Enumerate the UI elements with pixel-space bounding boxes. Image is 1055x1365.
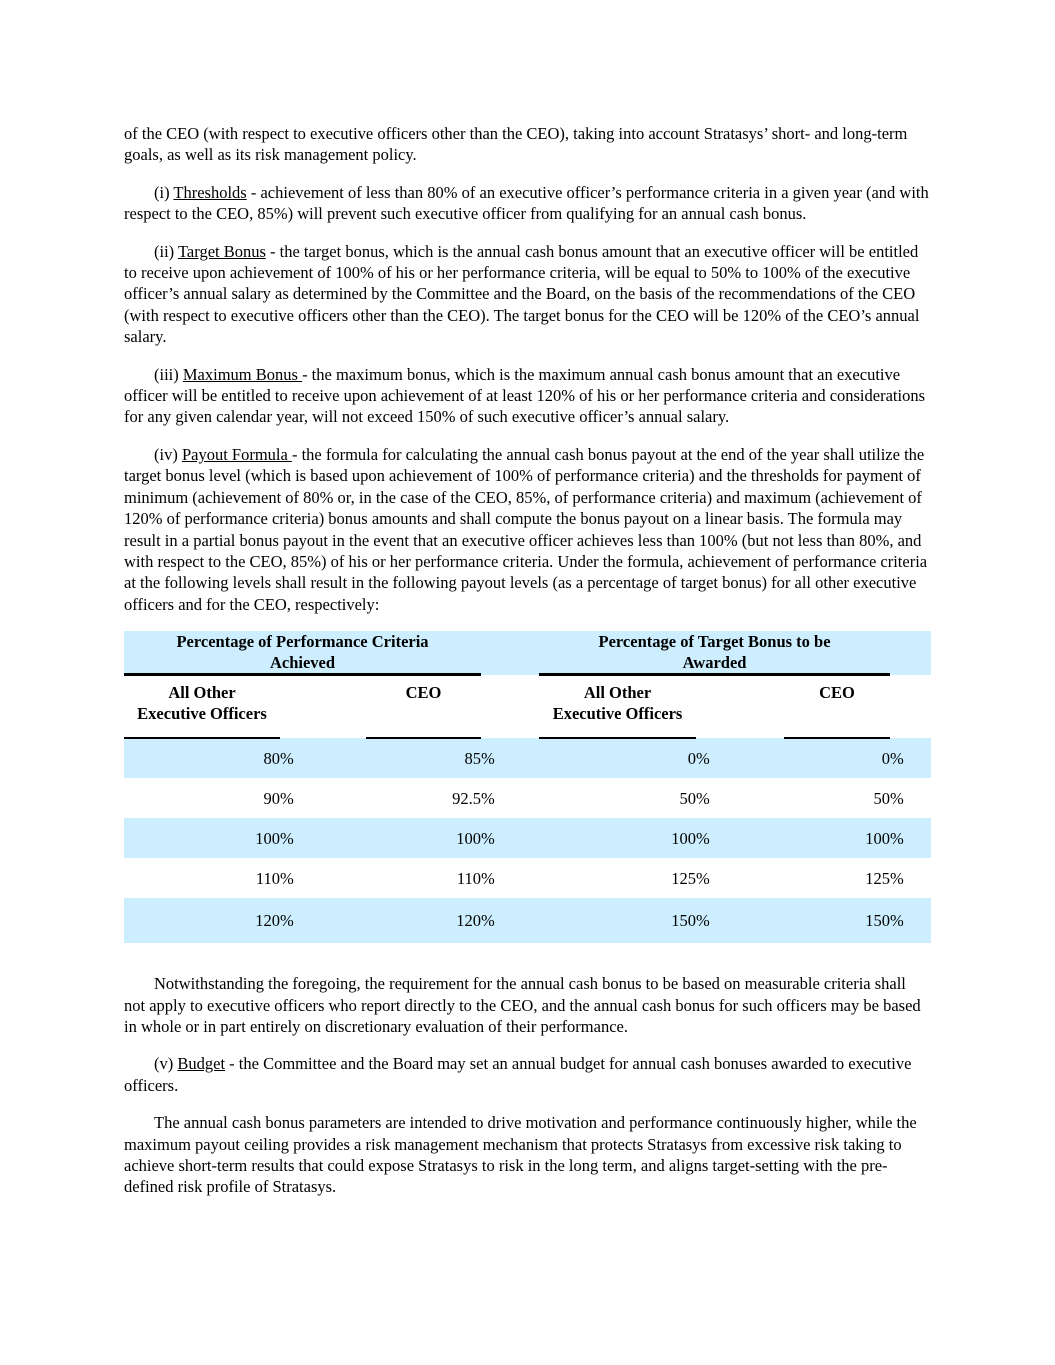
value-cell: 125	[671, 868, 697, 888]
column-header-all-other-1-line2: Executive Officers	[137, 704, 267, 724]
paragraph-notwithstanding	[124, 973, 931, 1037]
group-header-gap	[481, 631, 539, 675]
group-header-performance-criteria	[124, 631, 481, 675]
percent-cell: %	[890, 898, 931, 943]
percent-cell: %	[696, 788, 710, 808]
group-header-performance-line1: Percentage of Performance Criteria	[176, 632, 429, 652]
value-cell: 150	[784, 898, 890, 943]
notwithstanding-text: Notwithstanding the foregoing, the requirement for the annual cash bonus to be based on measurable criteria shall not apply to executive officers who report directly to the CEO, and the annual cash bonus for such officers may be based in whole or in part entirely on discretionary evaluation of their performance.	[124, 974, 921, 1036]
value-cell: 80	[124, 738, 280, 778]
value-cell: 110	[456, 868, 482, 888]
percent-cell: %	[481, 898, 539, 943]
budget-post: - the Committee and the Board may set an annual budget for annual cash bonuses awarded to executive officers.	[124, 1054, 912, 1095]
value-cell: 100	[784, 818, 890, 858]
value-cell: 92.5	[452, 788, 482, 808]
percent-cell: %	[890, 788, 904, 808]
percent-cell: %	[890, 818, 931, 858]
percent-cell: %	[481, 818, 539, 858]
column-header-all-other-2	[539, 675, 696, 739]
budget-pre: (v)	[154, 1054, 178, 1074]
maximum-bonus-term: Maximum Bonus	[182, 364, 303, 384]
percent-cell: %	[696, 818, 784, 858]
column-header-ceo-1	[366, 675, 481, 739]
target-bonus-pre: (ii)	[154, 241, 178, 261]
column-header-spacer	[696, 675, 784, 739]
value-cell: 50	[873, 788, 891, 808]
percent-cell: %	[696, 738, 784, 778]
table-row	[124, 898, 931, 943]
percent-cell: %	[481, 738, 539, 778]
column-header-all-other-1-line1: All Other	[168, 683, 236, 703]
target-bonus-post: - the target bonus, which is the annual cash bonus amount that an executive officer will be entitled to receive upon achievement of 100% of his or her performance criteria, will be equal to 50% to 100% of the executive officer’s annual salary as determined by the Committee and the Board, on the basis of the recommendations of the CEO (with respect to executive officers other than the CEO). The target bonus for the CEO will be 120% of the CEO’s annual salary.	[124, 241, 920, 347]
column-header-ceo-1-label: CEO	[405, 683, 442, 703]
thresholds-pre: (i)	[154, 182, 174, 202]
group-header-gap	[890, 631, 931, 675]
percent-cell: %	[696, 898, 784, 943]
column-header-spacer	[890, 675, 931, 739]
paragraph-intro-text: of the CEO (with respect to executive officers other than the CEO), taking into account Stratasys’ short- and long-term goals, as well as its risk management policy.	[124, 124, 908, 165]
value-cell: 125	[865, 868, 891, 888]
paragraph-target-bonus	[124, 241, 931, 348]
thresholds-post: - achievement of less than 80% of an executive officer’s performance criteria in a given year (and with respect to the CEO, 85%) will prevent such executive officer from qualifying for an annual cash bonus.	[124, 182, 929, 224]
percent-cell: %	[280, 818, 366, 858]
payout-formula-post: - the formula for calculating the annual cash bonus payout at the end of the year shall utilize the target bonus level (which is based upon achievement of 100% of performance criteria) and the thresholds for payment of minimum (achievement of 80% or, in the case of the CEO, 85%, of performance criteria) and maximum (achievement of 120% of performance criteria) bonus amounts and shall compute the bonus payout on a linear basis. The formula may result in a partial bonus payout in the event that an executive officer achieves less than 100% (but not less than 80%, and with respect to the CEO, 85%) of his or her performance criteria. Under the formula, achievement of performance criteria at the following levels shall result in the following payout levels (as a percentage of target bonus) for all other executive officers and for the CEO, respectively:	[124, 444, 928, 614]
percent-cell: %	[696, 868, 710, 888]
value-cell: 100	[366, 818, 481, 858]
percent-cell: %	[280, 868, 294, 888]
percent-cell: %	[481, 788, 495, 808]
group-header-target-line2: Awarded	[682, 653, 747, 673]
value-cell: 100	[124, 818, 280, 858]
paragraph-budget	[124, 1053, 931, 1096]
payout-formula-pre: (iv)	[154, 444, 182, 464]
value-cell: 50	[679, 788, 697, 808]
column-header-ceo-2	[784, 675, 890, 739]
column-header-all-other-2-line2: Executive Officers	[552, 704, 683, 724]
thresholds-term: Thresholds	[173, 182, 247, 202]
paragraph-closing	[124, 1112, 931, 1198]
maximum-bonus-post: - the maximum bonus, which is the maximum annual cash bonus amount that an executive officer will be entitled to receive upon achievement of at least 120% of his or her performance criteria and considerations for any given calendar year, will not exceed 150% of such executive officer’s annual salary.	[124, 364, 925, 427]
table-column-header-row	[124, 675, 931, 739]
paragraph-intro	[124, 123, 931, 166]
percent-cell: %	[280, 788, 294, 808]
budget-term: Budget	[177, 1054, 226, 1074]
value-cell: 90	[263, 788, 280, 808]
table-row	[124, 738, 931, 778]
column-header-all-other-2-line1: All Other	[583, 683, 652, 703]
value-cell: 0	[539, 738, 696, 778]
paragraph-payout-formula	[124, 444, 931, 615]
group-header-target-line1: Percentage of Target Bonus to be	[598, 632, 831, 652]
value-cell: 85	[366, 738, 481, 778]
group-header-target-bonus	[539, 631, 890, 675]
value-cell: 120	[124, 898, 280, 943]
maximum-bonus-pre: (iii)	[154, 364, 183, 384]
percent-cell: %	[890, 868, 904, 888]
payout-table	[124, 631, 931, 943]
table-row	[124, 818, 931, 858]
column-header-spacer	[481, 675, 539, 739]
percent-cell: %	[280, 898, 366, 943]
value-cell: 150	[539, 898, 696, 943]
column-header-all-other-1	[124, 675, 280, 739]
percent-cell: %	[280, 738, 366, 778]
value-cell: 100	[539, 818, 696, 858]
percent-cell: %	[481, 868, 495, 888]
closing-text: The annual cash bonus parameters are intended to drive motivation and performance continuously higher, while the maximum payout ceiling provides a risk management mechanism that protects Stratasys from excessive risk taking to achieve short-term results that could expose Stratasys to risk in the long term, and aligns target-setting with the pre-defined risk profile of Stratasys.	[124, 1113, 917, 1197]
column-header-ceo-2-label: CEO	[819, 683, 855, 703]
payout-formula-term: Payout Formula	[181, 444, 292, 464]
paragraph-maximum-bonus	[124, 364, 931, 428]
paragraph-thresholds	[124, 182, 931, 225]
table-row	[124, 858, 931, 898]
value-cell: 0	[784, 738, 890, 778]
group-header-performance-line2: Achieved	[269, 653, 336, 673]
target-bonus-term: Target Bonus	[178, 241, 266, 261]
table-row	[124, 778, 931, 818]
column-header-spacer	[280, 675, 366, 739]
table-group-header-row	[124, 631, 931, 675]
value-cell: 120	[366, 898, 481, 943]
value-cell: 110	[255, 868, 280, 888]
percent-cell: %	[890, 738, 931, 778]
